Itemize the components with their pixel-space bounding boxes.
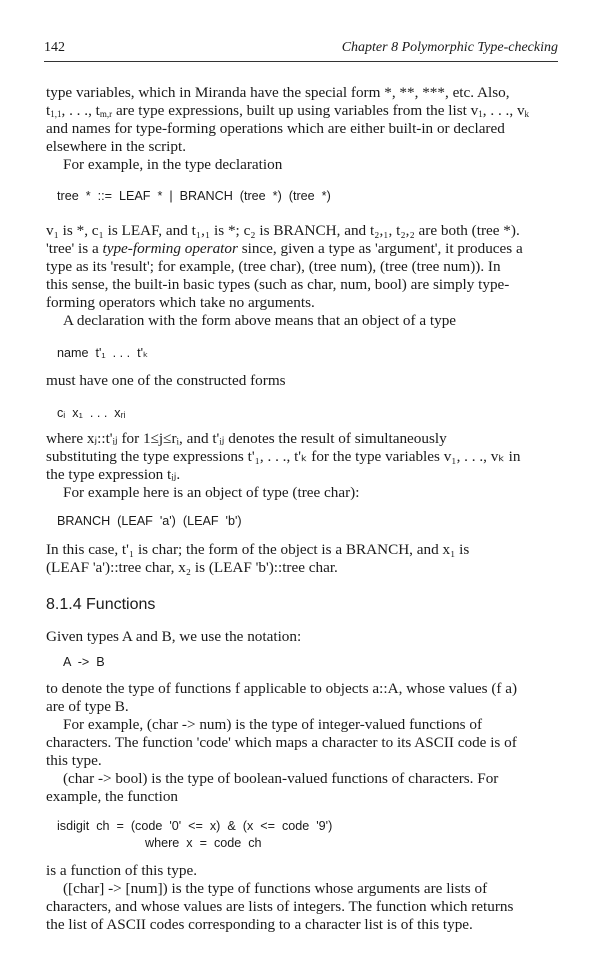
text-line: must have one of the constructed forms (46, 372, 286, 389)
text-line: is a function of this type. (46, 862, 198, 879)
text-line: A declaration with the form above means that an object of a type (63, 312, 457, 329)
paragraph-type-variables (46, 84, 556, 174)
page-header (44, 40, 558, 60)
emphasis-term: type-forming operator (102, 240, 238, 257)
text-line: 'tree' is a type-forming operator since, given a type as 'argument', it produces a (46, 240, 523, 257)
code-arrow-type: A -> B (63, 655, 105, 669)
text-line: characters. The function 'code' which maps a character to its ASCII code is of (46, 734, 517, 751)
code-tree-declaration: tree * ::= LEAF * | BRANCH (tree *) (tree *) (57, 189, 331, 203)
header-rule (44, 61, 558, 62)
text-line: (LEAF 'a')::tree char, x₂ is (LEAF 'b')::tree char. (46, 559, 338, 576)
section-heading: 8.1.4 Functions (46, 596, 156, 613)
text-line: For example, in the type declaration (63, 156, 283, 173)
code-isdigit-line1: isdigit ch = (code '0' <= x) & (x <= code '9') (57, 819, 333, 833)
text-line: (char -> bool) is the type of boolean-valued functions of characters. For (63, 770, 499, 787)
page-number: 142 (44, 40, 65, 55)
text-line: to denote the type of functions f applicable to objects a::A, whose values (f a) (46, 680, 518, 697)
text-line: $t_{1,1}$, . . ., $t_{m,r}$ are type expressions, built up using variables from the list $v_1$, . . ., $v_k$ (46, 102, 530, 119)
text-line: the type expression tᵢⱼ. (46, 466, 181, 483)
text-line: characters, and whose values are lists of integers. The function which returns (46, 898, 514, 915)
paragraph-function-type (46, 680, 556, 806)
text-line: substituting the type expressions t'₁, . . ., t'ₖ for the type variables v₁, . . ., vₖ in (46, 448, 521, 465)
text-line: type variables, which in Miranda have the special form *, **, ***, etc. Also, (46, 84, 510, 101)
paragraph-case (46, 541, 556, 577)
text-line: the list of ASCII codes corresponding to a character list is of this type. (46, 916, 473, 933)
text-line: In this case, t'₁ is char; the form of the object is a BRANCH, and x₁ is (46, 541, 470, 558)
text-line: For example here is an object of type (tree char): (63, 484, 360, 501)
paragraph-notation (46, 628, 556, 646)
text-line: type as its 'result'; for example, (tree char), (tree num), (tree (tree num)). In (46, 258, 501, 275)
paragraph-substitution (46, 430, 556, 502)
text-line: elsewhere in the script. (46, 138, 187, 155)
paragraph-tree-explanation (46, 222, 556, 330)
text-line: ([char] -> [num]) is the type of functions whose arguments are lists of (63, 880, 488, 897)
code-constructor-form: cᵢ x₁ . . . xᵣᵢ (57, 406, 126, 420)
text-line: For example, (char -> num) is the type of integer-valued functions of (63, 716, 483, 733)
running-title: Chapter 8 Polymorphic Type-checking (341, 40, 558, 55)
code-isdigit-line2: where x = code ch (145, 836, 262, 850)
text-line: v₁ is *, c₁ is LEAF, and t₁,₁ is *; c₂ is BRANCH, and t₂,₁, t₂,₂ are both (tree *). (46, 222, 520, 239)
text-line: and names for type-forming operations which are either built-in or declared (46, 120, 505, 137)
text-line: are of type B. (46, 698, 129, 715)
text-line: this type. (46, 752, 102, 769)
text-line: where xⱼ::t'ᵢⱼ for 1≤j≤rᵢ, and t'ᵢⱼ denotes the result of simultaneously (46, 430, 447, 447)
paragraph-list-functions (46, 862, 556, 934)
text-line: forming operators which take no arguments. (46, 294, 315, 311)
text-line: example, the function (46, 788, 179, 805)
text-line: Given types A and B, we use the notation: (46, 628, 302, 645)
code-name-type: name t'₁ . . . t'ₖ (57, 346, 149, 360)
code-branch-example: BRANCH (LEAF 'a') (LEAF 'b') (57, 514, 242, 528)
paragraph-constructed-forms (46, 372, 556, 390)
text-line: this sense, the built-in basic types (such as char, num, bool) are simply type- (46, 276, 510, 293)
